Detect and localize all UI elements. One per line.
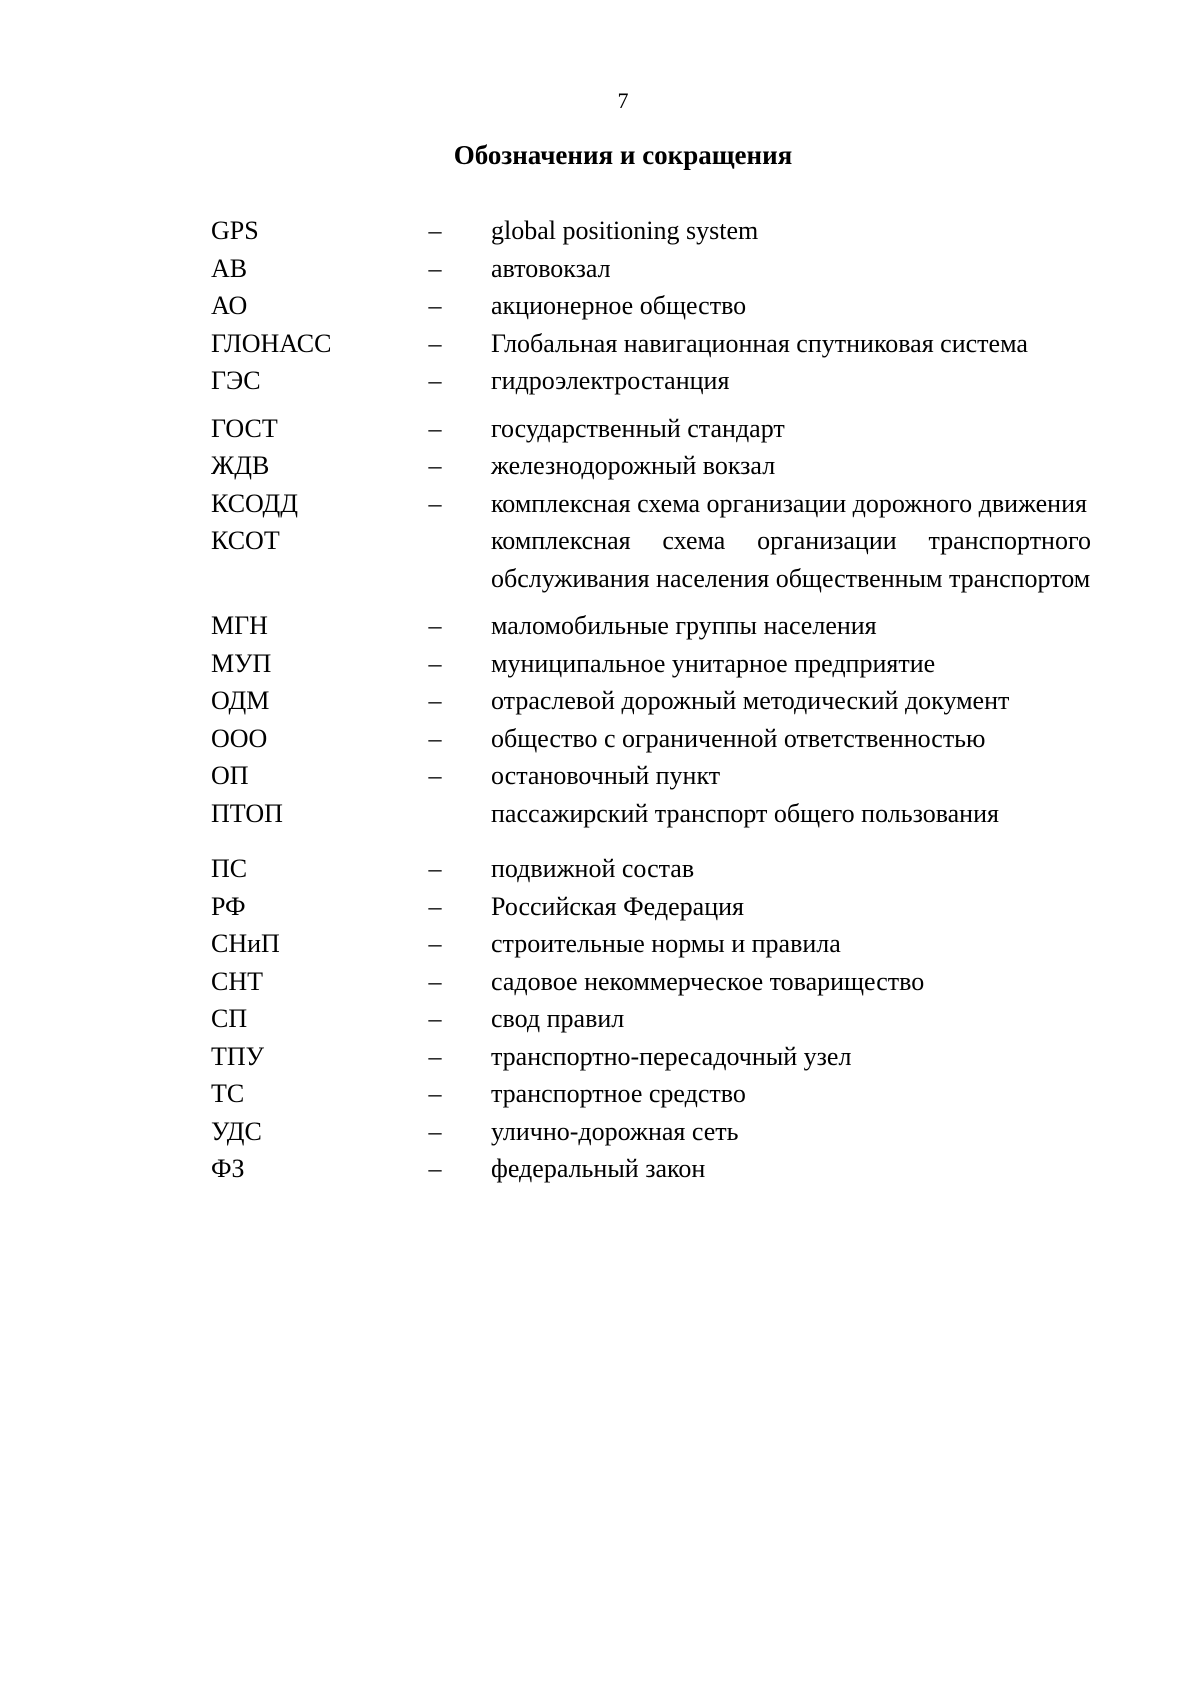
abbreviation-row bbox=[211, 1000, 1091, 1038]
abbreviation-term: ОДМ bbox=[211, 686, 270, 715]
abbreviation-definition: гидроэлектростанция bbox=[491, 366, 730, 395]
abbreviation-row bbox=[211, 410, 1091, 448]
abbreviation-term: ПТОП bbox=[211, 798, 283, 828]
abbreviation-row bbox=[211, 325, 1091, 363]
abbreviation-dash: – bbox=[428, 1154, 442, 1183]
abbreviation-definition: Российская Федерация bbox=[491, 891, 744, 921]
abbreviation-row bbox=[211, 850, 1091, 888]
abbreviation-definition: комплексная схема организации дорожного движения bbox=[491, 488, 1087, 518]
abbreviation-definition: транспортное средство bbox=[491, 1079, 746, 1108]
abbreviation-dash: – bbox=[428, 451, 442, 480]
abbreviation-dash: – bbox=[428, 328, 442, 358]
abbreviation-row bbox=[211, 212, 1091, 250]
abbreviation-term: ЖДВ bbox=[211, 451, 270, 480]
abbreviation-definition: подвижной состав bbox=[491, 854, 695, 883]
abbreviation-definition: маломобильные группы населения bbox=[491, 611, 877, 640]
abbreviation-definition: остановочный пункт bbox=[491, 761, 721, 790]
abbreviation-row bbox=[211, 1113, 1091, 1151]
abbreviation-definition: global positioning system bbox=[491, 216, 759, 245]
abbreviation-term: РФ bbox=[211, 891, 246, 921]
abbreviation-term: ТС bbox=[211, 1079, 245, 1108]
abbreviation-definition: акционерное общество bbox=[491, 291, 747, 320]
abbreviation-term: СНиП bbox=[211, 929, 280, 958]
abbreviation-term: ПС bbox=[211, 854, 248, 883]
abbreviation-term: ООО bbox=[211, 723, 268, 753]
abbreviation-definition: автовокзал bbox=[491, 253, 611, 283]
abbreviation-row bbox=[211, 795, 1091, 833]
abbreviation-dash: – bbox=[428, 891, 442, 921]
abbreviation-row bbox=[211, 925, 1091, 963]
abbreviation-term: КСОТ bbox=[211, 526, 280, 555]
abbreviation-dash: – bbox=[428, 216, 442, 245]
abbreviation-definition: государственный стандарт bbox=[491, 413, 785, 443]
abbreviation-definition: Глобальная навигационная спутниковая система bbox=[491, 328, 1028, 358]
abbreviation-row bbox=[211, 607, 1091, 645]
page-number: 7 bbox=[617, 88, 629, 113]
abbreviation-definition: строительные нормы и правила bbox=[491, 929, 841, 958]
abbreviation-row bbox=[211, 485, 1091, 523]
abbreviation-term: ФЗ bbox=[211, 1154, 245, 1183]
abbreviation-definition: свод правил bbox=[491, 1004, 625, 1033]
abbreviation-term: МУП bbox=[211, 648, 272, 678]
abbreviation-row bbox=[211, 447, 1091, 485]
abbreviation-term: СП bbox=[211, 1004, 248, 1033]
abbreviation-row bbox=[211, 682, 1091, 720]
abbreviation-dash: – bbox=[428, 966, 442, 996]
abbreviation-list bbox=[211, 212, 1091, 1188]
abbreviation-definition: муниципальное унитарное предприятие bbox=[491, 648, 936, 678]
abbreviation-row bbox=[211, 757, 1091, 795]
abbreviation-row bbox=[211, 1075, 1091, 1113]
abbreviation-definition: транспортно-пересадочный узел bbox=[491, 1041, 852, 1071]
abbreviation-row bbox=[211, 287, 1091, 325]
abbreviation-dash: – bbox=[428, 761, 442, 790]
abbreviation-row bbox=[211, 1150, 1091, 1188]
abbreviation-row bbox=[211, 720, 1091, 758]
abbreviation-dash: – bbox=[428, 413, 442, 443]
abbreviation-dash: – bbox=[428, 1116, 442, 1146]
abbreviation-dash: – bbox=[428, 686, 442, 715]
abbreviation-dash: – bbox=[428, 929, 442, 958]
abbreviation-definition: общество с ограниченной ответственностью bbox=[491, 723, 986, 753]
abbreviation-dash: – bbox=[428, 854, 442, 883]
abbreviation-dash: – bbox=[428, 723, 442, 753]
abbreviation-row bbox=[211, 522, 1091, 597]
abbreviation-definition: федеральный закон bbox=[491, 1154, 706, 1183]
abbreviation-definition: комплексная схема организации транспортного обслуживания населения общественным транспортом bbox=[491, 526, 1091, 593]
abbreviation-dash: – bbox=[428, 488, 442, 518]
abbreviation-dash: – bbox=[428, 366, 442, 395]
abbreviation-dash: – bbox=[428, 253, 442, 283]
abbreviation-term: ГЛОНАСС bbox=[211, 328, 332, 358]
abbreviation-term: ТПУ bbox=[211, 1041, 265, 1071]
abbreviation-term: КСОДД bbox=[211, 488, 298, 518]
abbreviation-definition: садовое некоммерческое товарищество bbox=[491, 966, 925, 996]
abbreviation-row bbox=[211, 645, 1091, 683]
abbreviation-term: ГОСТ bbox=[211, 413, 278, 443]
abbreviation-definition: пассажирский транспорт общего пользования bbox=[491, 798, 999, 828]
abbreviation-dash: – bbox=[428, 611, 442, 640]
abbreviation-term: АВ bbox=[211, 253, 248, 283]
abbreviation-dash: – bbox=[428, 648, 442, 678]
abbreviation-row bbox=[211, 362, 1091, 400]
abbreviation-dash: – bbox=[428, 1004, 442, 1033]
abbreviation-term: СНТ bbox=[211, 966, 263, 996]
abbreviation-definition: железнодорожный вокзал bbox=[491, 451, 776, 480]
abbreviation-dash: – bbox=[428, 1079, 442, 1108]
abbreviation-term: УДС bbox=[211, 1116, 262, 1146]
abbreviation-definition: улично-дорожная сеть bbox=[491, 1116, 739, 1146]
abbreviation-term: GPS bbox=[211, 216, 259, 245]
abbreviation-dash: – bbox=[428, 1041, 442, 1071]
abbreviation-row bbox=[211, 1038, 1091, 1076]
abbreviation-definition: отраслевой дорожный методический документ bbox=[491, 686, 1010, 715]
abbreviation-row bbox=[211, 888, 1091, 926]
abbreviation-term: АО bbox=[211, 291, 248, 320]
abbreviation-row bbox=[211, 963, 1091, 1001]
abbreviation-term: МГН bbox=[211, 611, 268, 640]
abbreviation-dash: – bbox=[428, 291, 442, 320]
abbreviation-term: ОП bbox=[211, 761, 249, 790]
abbreviation-row bbox=[211, 250, 1091, 288]
page-title: Обозначения и сокращения bbox=[453, 140, 793, 170]
abbreviation-term: ГЭС bbox=[211, 366, 261, 395]
